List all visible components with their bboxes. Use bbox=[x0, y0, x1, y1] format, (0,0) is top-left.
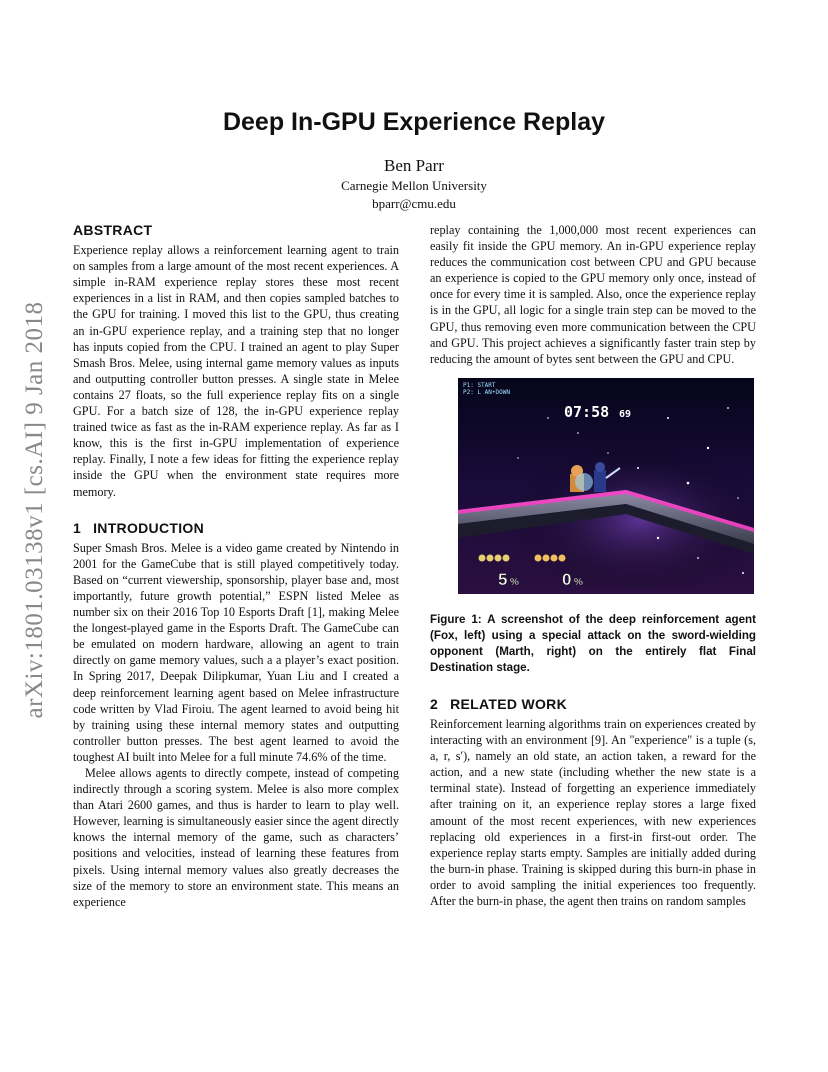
author-email: bparr@cmu.edu bbox=[372, 196, 456, 211]
intro-paragraph-1: Super Smash Bros. Melee is a video game created by Nintendo in 2001 for the GameCube that is still played competitively today. Based on “current viewership, sponsorship, player base and, most importantly, future growth potential,” ESPN listed Melee as number six on their 2016 Top 10 Esports Draft [1], making Melee the longest-played game in the Esports Draft. The GameCube can be emulated on modern hardware, allowing an agent to train directly on game memory values, such a a player’s exact position. In Spring 2017, Deepak Dilipkumar, Yuan Liu and I created a deep reinforcement learning agent based on Melee infrastructure code written by Vlad Firoiu. The agent learned to avoid being hit by training using these internal memory states and outputting controller button presses. The best agent learned to avoid the toughest AI built into Melee for a full minute 74.6% of the time. bbox=[73, 540, 399, 764]
match-timer-centiseconds: 69 bbox=[619, 408, 632, 420]
section-title: RELATED WORK bbox=[450, 695, 567, 712]
abstract-heading: ABSTRACT bbox=[73, 222, 153, 238]
hud-line-1: P1: START bbox=[463, 381, 496, 389]
hud-line-2: P2: L AN•DOWN bbox=[463, 388, 510, 396]
section-number: 2 bbox=[430, 695, 439, 712]
figure-caption: Figure 1: A screenshot of the deep reinforcement agent (Fox, left) using a special attack on the sword-wielding opponent (Marth, right) on the entirely flat Final Destination stage. bbox=[430, 612, 756, 674]
arxiv-sidebar bbox=[12, 300, 58, 720]
paper-title: Deep In-GPU Experience Replay bbox=[222, 108, 606, 136]
introduction-heading bbox=[73, 520, 399, 536]
p2-damage-percent: 0 bbox=[562, 569, 572, 589]
abstract-text: Experience replay allows a reinforcement learning agent to train on samples from a large amount of the most recent experiences. A simple in-RAM experience replay stores these most recent experiences in a list in RAM, and then copies sampled batches to the GPU for training. I moved this list to the GPU, thus creating an in-GPU experience replay, and a training step that no longer has inputs copied from the CPU. I trained an agent to play Super Smash Bros. Melee, using internal game memory values as inputs and outputting controller button presses. A single state in Melee contains 27 floats, so the full experience replay fits on a single GPU. For a batch size of 128, the in-GPU experience replay trained twice as fast as the in-RAM experience replay. As far as I know, this is the first in-GPU implementation of experience replay. Finally, I note a few ideas for fitting the experience replay inside the GPU when the environment state requires more memory. bbox=[73, 243, 399, 499]
right-column bbox=[430, 222, 756, 909]
related-work-paragraph: Reinforcement learning algorithms train on experiences created by interacting with an environment [9]. An "experience" is a tuple (s, a, r, s′), namely an old state, an action taken, a reward for the action, and a new state (including whether the new state is a terminal state). Instead of forgetting an experience immediately after training on it, an experience replay stores a large fixed amount of the most recent experiences, with new experiences replacing old experiences in a first-in first-out order. The experience replay starts empty. Samples are initially added during the burn-in phase. Training is skipped during this burn-in phase in order to avoid sampling the initial experiences too frequently. After the burn-in phase, the agent then trains on random samples bbox=[430, 716, 756, 908]
melee-screenshot bbox=[458, 378, 754, 594]
related-work-heading bbox=[430, 696, 756, 712]
intro-paragraph-2: Melee allows agents to directly compete, instead of competing indirectly through a scoring system. Melee is also more complex than Atari 2600 games, and thus is harder to learn to play well. However, learning is simultaneously easier since the agent directly knows the internal memory of the game, such as characters’ positions and velocities, instead of learning these features from pixels. Using internal memory values also greatly decreases the size of the memory to store an environment state. This means an experience bbox=[73, 766, 399, 909]
match-timer: 07:58 bbox=[564, 402, 610, 421]
author-name: Ben Parr bbox=[384, 156, 444, 175]
p2-percent-sign: % bbox=[574, 576, 583, 588]
arxiv-identifier: arXiv:1801.03138v1 [cs.AI] 9 Jan 2018 bbox=[21, 301, 48, 719]
section-number: 1 bbox=[73, 519, 82, 536]
author-affiliation: Carnegie Mellon University bbox=[341, 178, 487, 193]
p1-damage-percent: 5 bbox=[498, 569, 508, 589]
p1-percent-sign: % bbox=[510, 576, 519, 588]
game-screenshot-figure bbox=[458, 378, 754, 594]
intro-paragraph-continued: replay containing the 1,000,000 most recent experiences can easily fit inside the GPU memory. An in-GPU experience replay reduces the communication cost between CPU and GPU because an experience is copied to the GPU memory only once, instead of once for every time it is sampled. Also, once the experience replay is in the GPU, all logic for a single train step can be moved to the GPU, thus removing even more communication between the CPU and GPU. This project achieves a significantly faster train step by reducing the amount of bytes sent between the GPU and CPU. bbox=[430, 223, 756, 366]
section-title: INTRODUCTION bbox=[93, 519, 205, 536]
left-column bbox=[73, 222, 399, 910]
